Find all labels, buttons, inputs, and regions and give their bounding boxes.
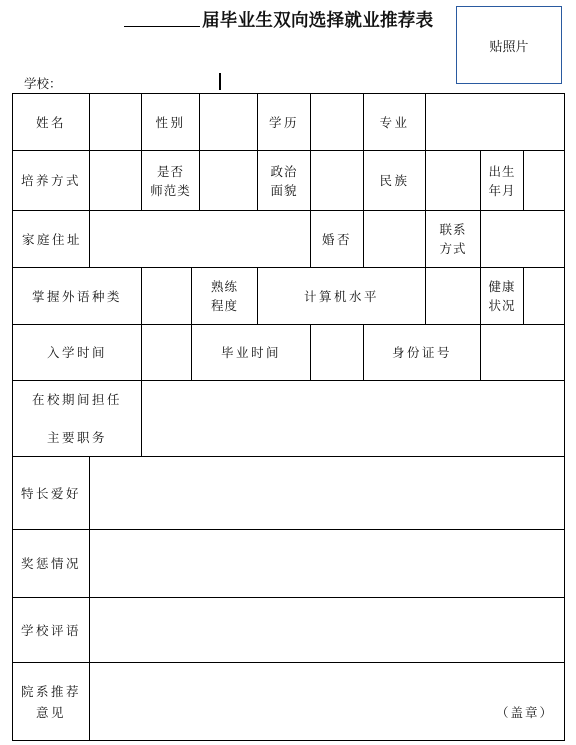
label-normal-major [142, 151, 199, 210]
input-grad-time[interactable] [311, 325, 363, 380]
label-birth-date [481, 151, 523, 210]
input-gender[interactable] [200, 94, 257, 150]
label-awards: 奖惩情况 [20, 556, 81, 571]
input-campus-positions[interactable] [142, 381, 564, 456]
input-marital-status[interactable] [364, 211, 425, 267]
input-birth-date[interactable] [524, 151, 564, 210]
input-home-address[interactable] [90, 211, 310, 267]
label-major: 专业 [379, 114, 410, 130]
label-dept-line2: 意见 [35, 704, 66, 720]
label-normal-major-line2: 师范类 [150, 182, 191, 198]
label-dept-line1: 院系推荐 [20, 683, 81, 699]
input-name[interactable] [90, 94, 141, 150]
input-political-status[interactable] [311, 151, 363, 210]
label-contact-line2: 方式 [439, 241, 467, 256]
label-contact-line1: 联系 [439, 222, 467, 237]
label-political-line2: 面貌 [270, 182, 298, 198]
label-enroll-time: 入学时间 [46, 345, 107, 360]
label-name: 姓名 [35, 114, 66, 130]
label-positions-line2: 主要职务 [46, 429, 107, 445]
input-contact[interactable] [481, 211, 564, 267]
label-proficiency-line1: 熟练 [210, 279, 238, 294]
input-id-number[interactable] [481, 325, 564, 380]
photo-label: 贴照片 [489, 39, 529, 55]
label-hobbies: 特长爱好 [20, 485, 81, 501]
label-birth-line1: 出生 [488, 163, 516, 179]
input-school-comment[interactable] [90, 598, 564, 662]
label-home-address: 家庭住址 [22, 231, 83, 247]
label-campus-positions [13, 381, 141, 456]
label-education: 学历 [268, 114, 299, 130]
label-political-line1: 政治 [270, 163, 298, 179]
input-normal-major[interactable] [200, 151, 257, 210]
label-school-comment: 学校评语 [20, 622, 81, 638]
input-awards[interactable] [90, 530, 564, 597]
input-dept-recommendation[interactable] [90, 663, 564, 740]
label-dept-recommendation [13, 663, 89, 740]
input-major[interactable] [426, 94, 564, 150]
stamp-label: （盖章） [495, 705, 554, 720]
label-proficiency [192, 268, 257, 324]
input-enroll-time[interactable] [142, 325, 191, 380]
label-training-mode: 培养方式 [20, 173, 81, 188]
label-proficiency-line2: 程度 [210, 298, 238, 313]
label-normal-major-line1: 是否 [156, 163, 184, 179]
label-contact [426, 211, 480, 267]
label-political-status [258, 151, 310, 210]
label-marital-status: 婚否 [321, 231, 352, 247]
input-foreign-language[interactable] [142, 268, 191, 324]
label-gender: 性别 [155, 114, 186, 130]
page-title: 届毕业生双向选择就业推荐表 [202, 11, 434, 31]
label-id-number: 身份证号 [391, 345, 452, 360]
input-computer-level[interactable] [426, 268, 480, 324]
input-education[interactable] [311, 94, 363, 150]
input-ethnicity[interactable] [426, 151, 480, 210]
label-positions-line1: 在校期间担任 [31, 391, 122, 407]
label-grad-time: 毕业时间 [220, 345, 281, 360]
input-health[interactable] [524, 268, 564, 324]
label-foreign-language: 掌握外语种类 [31, 288, 122, 304]
input-training-mode[interactable] [90, 151, 141, 210]
label-ethnicity: 民族 [379, 173, 410, 188]
school-label: 学校： [24, 76, 62, 91]
label-birth-line2: 年月 [488, 182, 516, 198]
label-health-line2: 状况 [488, 298, 516, 313]
input-hobbies[interactable] [90, 457, 564, 529]
label-health [481, 268, 523, 324]
label-computer-level: 计算机水平 [303, 288, 379, 304]
label-health-line1: 健康 [488, 279, 516, 294]
